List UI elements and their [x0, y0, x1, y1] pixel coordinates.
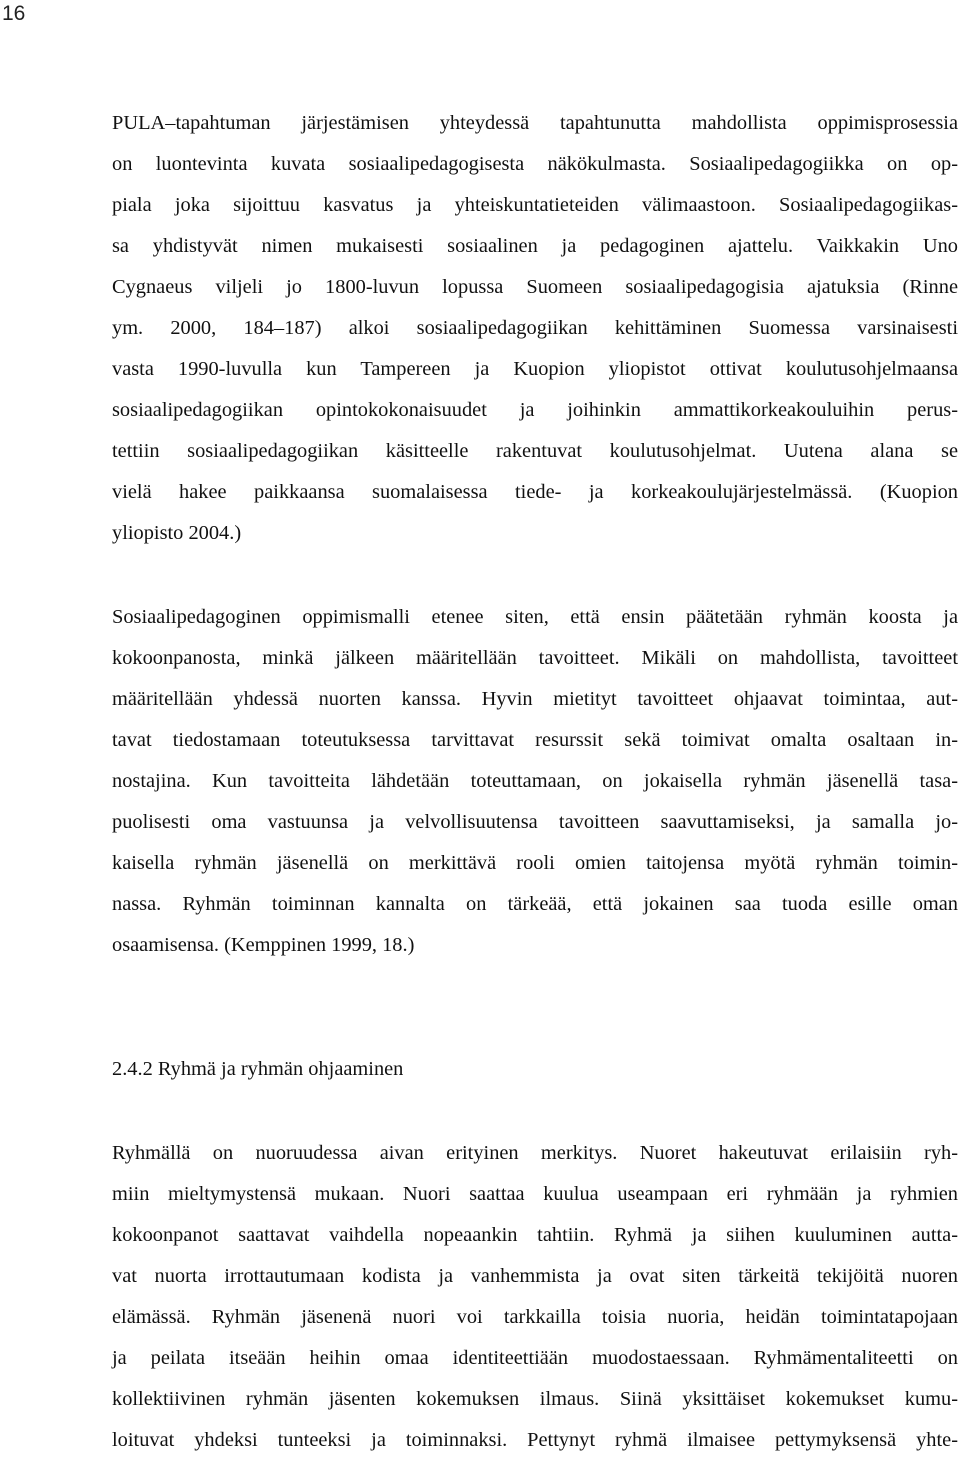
- paragraph-line: PULA–tapahtuman järjestämisen yhteydessä tapahtunutta mahdollista oppimisprosessia: [112, 112, 958, 134]
- paragraph-line: vat nuorta irrottautumaan kodista ja vanhemmista ja ovat siten tärkeitä tekijöitä nuoren: [112, 1265, 958, 1287]
- paragraph-line: tavat tiedostamaan toteutuksessa tarvittavat resurssit sekä toimivat omalta osaltaan in-: [112, 729, 958, 751]
- paragraph-line: loituvat yhdeksi tunteeksi ja toiminnaksi. Pettynyt ryhmä ilmaisee pettymyksensä yhte-: [112, 1429, 958, 1451]
- paragraph-line: puolisesti oma vastuunsa ja velvollisuutensa tavoitteen saavuttamiseksi, ja samalla jo-: [112, 811, 958, 833]
- paragraph-line: sa yhdistyvät nimen mukaisesti sosiaalinen ja pedagoginen ajattelu. Vaikkakin Uno: [112, 235, 958, 257]
- paragraph-line: nostajina. Kun tavoitteita lähdetään toteuttamaan, on jokaisella ryhmän jäsenellä tasa-: [112, 770, 958, 792]
- paragraph-line: Cygnaeus viljeli jo 1800-luvun lopussa Suomeen sosiaalipedagogisia ajatuksia (Rinne: [112, 276, 958, 298]
- paragraph-line: elämässä. Ryhmän jäsenenä nuori voi tarkkailla toisia nuoria, heidän toimintatapojaan: [112, 1306, 958, 1328]
- paragraph-line: ja peilata itseään heihin omaa identiteettiään muodostaessaan. Ryhmämentaliteetti on: [112, 1347, 958, 1369]
- paragraph-line: kaisella ryhmän jäsenellä on merkittävä rooli omien taitojensa myötä ryhmän toimin-: [112, 852, 958, 874]
- paragraph-line: vielä hakee paikkaansa suomalaisessa tiede- ja korkeakoulujärjestelmässä. (Kuopion: [112, 481, 958, 503]
- paragraph-line: määritellään yhdessä nuorten kanssa. Hyvin mietityt tavoitteet ohjaavat toimintaa, aut-: [112, 688, 958, 710]
- page-number: 16: [2, 2, 26, 25]
- paragraph-line: miin mieltymystensä mukaan. Nuori saattaa kuulua useampaan eri ryhmään ja ryhmien: [112, 1183, 958, 1205]
- paragraph-line: tettiin sosiaalipedagogiikan käsitteelle rakentuvat koulutusohjelmat. Uutena alana se: [112, 440, 958, 462]
- paragraph-line: kokoonpanot saattavat vaihdella nopeaankin tahtiin. Ryhmä ja siihen kuuluminen autta-: [112, 1224, 958, 1246]
- section-heading: 2.4.2 Ryhmä ja ryhmän ohjaaminen: [112, 1058, 404, 1080]
- paragraph-line: osaamisensa. (Kemppinen 1999, 18.): [112, 934, 415, 956]
- paragraph-line: yliopisto 2004.): [112, 522, 242, 544]
- paragraph-line: piala joka sijoittuu kasvatus ja yhteiskuntatieteiden välimaastoon. Sosiaalipedagogiikas-: [112, 194, 958, 216]
- paragraph-line: nassa. Ryhmän toiminnan kannalta on tärkeää, että jokainen saa tuoda esille oman: [112, 893, 958, 915]
- paragraph-line: Ryhmällä on nuoruudessa aivan erityinen merkitys. Nuoret hakeutuvat erilaisiin ryh-: [112, 1142, 958, 1164]
- paragraph-line: Sosiaalipedagoginen oppimismalli etenee siten, että ensin päätetään ryhmän koosta ja: [112, 606, 958, 628]
- paragraph-line: kokoonpanosta, minkä jälkeen määritellään tavoitteet. Mikäli on mahdollista, tavoitteet: [112, 647, 958, 669]
- paragraph-line: ym. 2000, 184–187) alkoi sosiaalipedagogiikan kehittäminen Suomessa varsinaisesti: [112, 317, 958, 339]
- paragraph-line: vasta 1990-luvulla kun Tampereen ja Kuopion yliopistot ottivat koulutusohjelmaansa: [112, 358, 958, 380]
- paragraph-line: kollektiivinen ryhmän jäsenten kokemuksen ilmaus. Siinä yksittäiset kokemukset kumu-: [112, 1388, 958, 1410]
- paragraph-line: on luontevinta kuvata sosiaalipedagogisesta näkökulmasta. Sosiaalipedagogiikka on op-: [112, 153, 958, 175]
- paragraph-line: sosiaalipedagogiikan opintokokonaisuudet ja joihinkin ammattikorkeakouluihin perus-: [112, 399, 958, 421]
